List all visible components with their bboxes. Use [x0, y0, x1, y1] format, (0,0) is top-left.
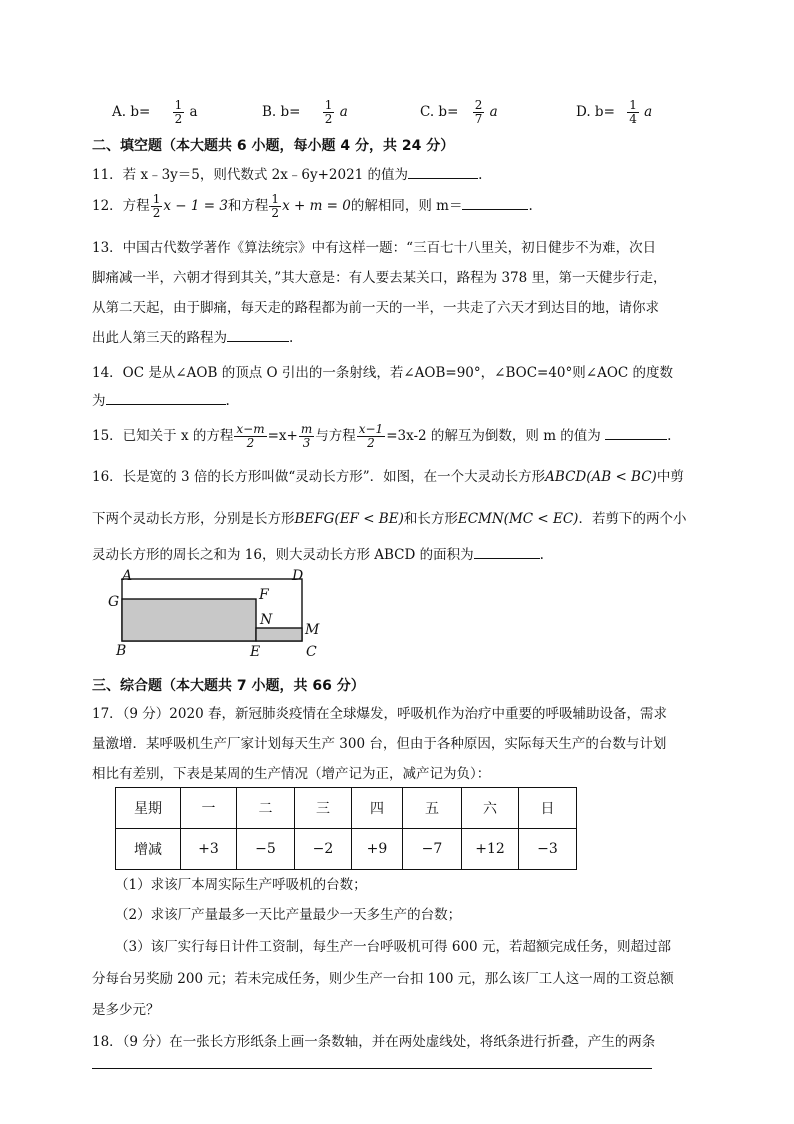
punctuation: .: [528, 198, 533, 214]
option-label: C. b=: [420, 104, 459, 120]
fraction: [473, 99, 485, 126]
table-cell: 四: [352, 788, 403, 829]
question-text: 和方程: [227, 198, 269, 214]
equation-2: x + m = 0: [282, 198, 351, 214]
fraction: [234, 423, 266, 450]
section-title-comprehensive: 三、综合题（本大题共 7 小题，共 66 分）: [92, 678, 365, 694]
question-15: [92, 423, 671, 450]
table-cell: 增减: [116, 829, 181, 870]
fraction: [627, 99, 639, 126]
label-d: D: [292, 568, 304, 584]
numerator: x−1: [358, 422, 384, 436]
question-13-line-3: 从第二天起，由于脚痛，每天走的路程都为前一天的一半，一共走了六天才到达目的地，请你求: [92, 300, 659, 316]
numerator: m: [300, 422, 313, 436]
rectangles-figure: [100, 568, 340, 668]
question-17-sub-1: （1）求该厂本周实际生产呼吸机的台数；: [115, 877, 367, 893]
label-c: C: [306, 644, 317, 660]
punctuation: .: [478, 167, 483, 183]
section-title-fill-blank: 二、填空题（本大题共 6 小题，每小题 4 分，共 24 分）: [92, 138, 455, 154]
punctuation: .: [225, 393, 230, 409]
rect-befg: [122, 599, 256, 641]
label-g: G: [108, 594, 120, 610]
option-label: A. b=: [112, 104, 151, 120]
punctuation: .: [289, 330, 294, 346]
numerator: 1: [324, 98, 333, 112]
q10-option-c: [420, 99, 498, 126]
table-cell: 二: [237, 788, 295, 829]
q10-option-b: [262, 99, 348, 126]
question-13-line-1: 13．中国古代数学著作《算法统宗》中有这样一题：“三百七十八里关，初日健步不为难，次日: [92, 240, 657, 256]
question-16-line-2: [92, 507, 686, 527]
table-cell: −7: [403, 829, 462, 870]
denominator: 2: [367, 436, 375, 450]
label-f: F: [259, 587, 269, 603]
question-13-line-4: [92, 326, 293, 346]
label-e: E: [250, 644, 261, 660]
variable: a: [189, 104, 198, 120]
question-text: 的解相同，则 m＝: [350, 198, 463, 214]
numerator: 2: [474, 98, 483, 112]
question-text: 中剪: [656, 469, 684, 485]
fraction-one-half: $\frac{1}{2}$: [152, 192, 161, 220]
option-label: B. b=: [262, 104, 301, 120]
question-text: 与方程: [315, 428, 356, 444]
table-cell: +3: [181, 829, 237, 870]
question-17-sub-3-line-2: 分每台另奖励 200 元；若未完成任务，则少生产一台扣 100 元，那么该厂工人这一周的工资总额: [92, 971, 674, 987]
variable: a: [489, 104, 498, 120]
table-cell: 三: [295, 788, 352, 829]
answer-blank: [605, 425, 667, 440]
variable: a: [339, 104, 348, 120]
question-14-line-2: [92, 389, 230, 409]
question-text: ．若剪下的两个小: [578, 511, 687, 527]
q10-option-a: [112, 99, 198, 126]
equation-1: x − 1 = 3: [163, 198, 228, 214]
footer-divider: [92, 1068, 652, 1069]
denominator: 2: [246, 436, 255, 450]
question-16-line-3: [92, 543, 544, 563]
question-text: =3x-2 的解互为倒数，则 m 的值为: [386, 428, 601, 444]
question-17-line-2: 量激增．某呼吸机生产厂家计划每天生产 300 台，但由于各种原因，实际每天生产的台数与计划: [92, 736, 667, 752]
fraction: [357, 423, 385, 450]
math-expression: ABCD(AB < BC): [545, 469, 657, 485]
question-text: =x+: [267, 428, 298, 444]
punctuation: .: [667, 428, 672, 444]
table-cell: 一: [181, 788, 237, 829]
math-expression: ECMN(MC < EC): [457, 511, 579, 527]
question-text: 灵动长方形的周长之和为 16，则大灵动长方形 ABCD 的面积为: [92, 547, 474, 563]
table-cell: +9: [352, 829, 403, 870]
question-text: 16．长是宽的 3 倍的长方形叫做“灵动长方形”．如图，在一个大灵动长方形: [92, 469, 546, 485]
question-text: 12．方程: [92, 198, 150, 214]
table-row-values: [116, 829, 577, 870]
production-table: [115, 787, 577, 870]
question-text: 出此人第三天的路程为: [92, 330, 227, 346]
question-18: 18．（9 分）在一张长方形纸条上画一条数轴，并在两处虚线处，将纸条进行折叠，产生的两条: [92, 1034, 656, 1050]
fraction: [299, 423, 314, 450]
question-13-line-2: 脚痛减一半，六朝才得到其关，”其大意是：有人要去某关口，路程为 378 里，第一天健步行走，: [92, 270, 667, 286]
question-16-line-1: [92, 465, 684, 485]
option-label: D. b=: [576, 104, 615, 120]
fraction: [173, 99, 185, 126]
question-12: [92, 193, 533, 220]
question-17-line-3: 相比有差别，下表是某周的生产情况（增产记为正，减产记为负）：: [92, 766, 491, 782]
rect-ecmn: [256, 628, 302, 641]
table-row-header: [116, 788, 577, 829]
question-text: 和长方形: [403, 511, 458, 527]
label-b: B: [116, 643, 127, 659]
answer-blank: [474, 544, 540, 559]
denominator: 4: [629, 112, 637, 126]
denominator: 7: [474, 112, 483, 126]
table-cell: −2: [295, 829, 352, 870]
question-11: [92, 163, 482, 183]
question-text: 下两个灵动长方形，分别是长方形: [92, 511, 295, 527]
math-expression: BEFG(EF < BE): [294, 511, 404, 527]
table-cell: 五: [403, 788, 462, 829]
answer-blank: [106, 390, 226, 405]
table-cell: −5: [237, 829, 295, 870]
numerator: 1: [174, 98, 183, 112]
label-n: N: [260, 612, 273, 628]
numerator: 1: [629, 98, 637, 112]
question-text: 11．若 x﹣3y＝5，则代数式 2x﹣6y+2021 的值为: [92, 167, 409, 183]
answer-blank: [227, 327, 289, 342]
question-17-sub-2: （2）求该厂产量最多一天比产量最少一天多生产的台数；: [115, 907, 462, 923]
fraction-one-half: $\frac{1}{2}$: [271, 192, 280, 220]
table-cell: 星期: [116, 788, 181, 829]
question-17-sub-3-line-1: （3）该厂实行每日计件工资制，每生产一台呼吸机可得 600 元，若超额完成任务，则超过部: [115, 939, 671, 955]
table-cell: −3: [519, 829, 577, 870]
label-a: A: [122, 568, 133, 584]
question-17-line-1: 17．（9 分）2020 春，新冠肺炎疫情在全球爆发，呼吸机作为治疗中重要的呼吸辅助设备，需求: [92, 706, 667, 722]
table-cell: 日: [519, 788, 577, 829]
denominator: 2: [324, 112, 333, 126]
answer-blank: [408, 164, 478, 179]
table-cell: 六: [462, 788, 519, 829]
answer-blank: [462, 195, 528, 210]
numerator: x−m: [236, 422, 265, 436]
label-m: M: [305, 622, 320, 638]
q10-option-d: [576, 99, 652, 126]
table-cell: +12: [462, 829, 519, 870]
punctuation: .: [539, 547, 544, 563]
fraction: [323, 99, 335, 126]
variable: a: [644, 104, 653, 120]
denominator: 3: [302, 436, 311, 450]
question-text: 为: [92, 393, 106, 409]
question-17-sub-3-line-3: 是多少元？: [92, 1002, 160, 1018]
question-14-line-1: 14．OC 是从∠AOB 的顶点 O 引出的一条射线，若∠AOB=90°，∠BOC=40°则∠AOC 的度数: [92, 365, 674, 381]
denominator: 2: [174, 112, 183, 126]
question-text: 15．已知关于 x 的方程: [92, 428, 234, 444]
